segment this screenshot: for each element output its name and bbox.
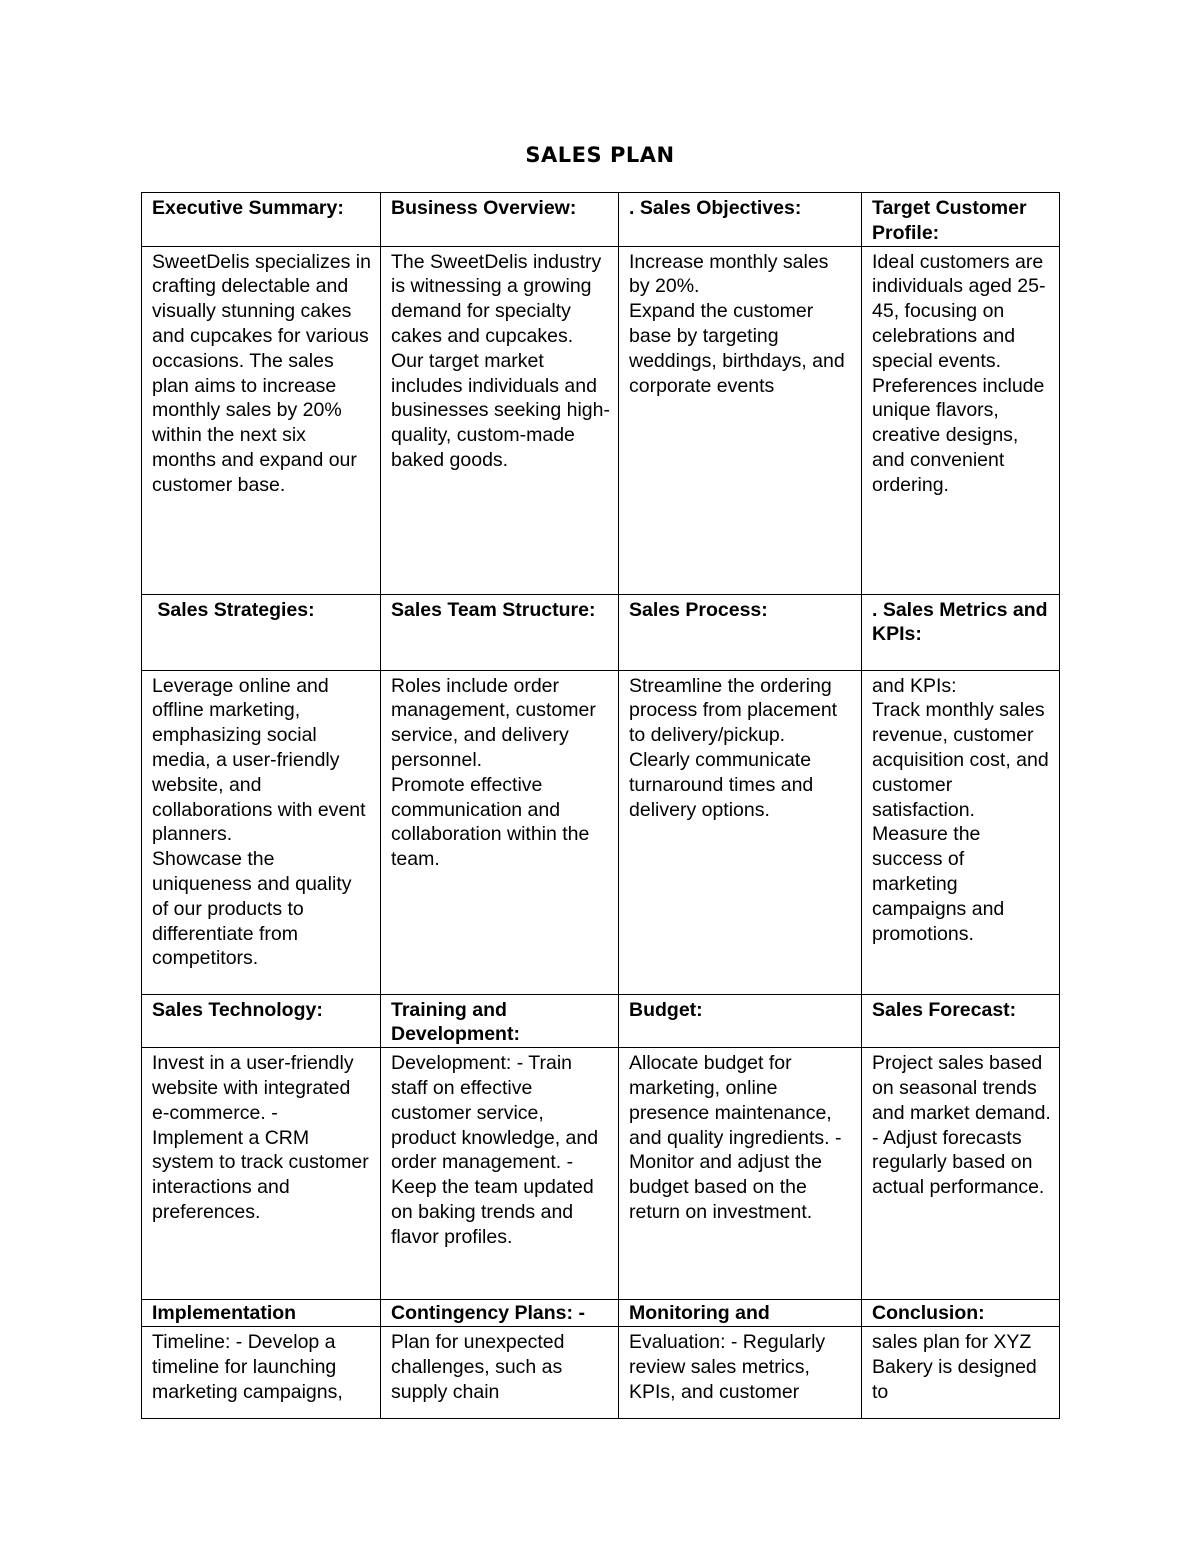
table-row xyxy=(142,1326,1060,1418)
conclusion-text: sales plan for XYZ Bakery is designed to xyxy=(862,1326,1060,1418)
sales-team-heading: Sales Team Structure: xyxy=(381,594,619,670)
sales-metrics-heading: . Sales Metrics and KPIs: xyxy=(862,594,1060,670)
sales-technology-heading: Sales Technology: xyxy=(142,994,381,1048)
business-overview-text: The SweetDelis industry is witnessing a growing demand for specialty cakes and cupcakes. Our target market includes individuals and businesses seeking high-quality, custom-made baked goods. xyxy=(381,246,619,594)
table-row xyxy=(142,994,1060,1048)
table-row xyxy=(142,594,1060,670)
executive-summary-heading: Executive Summary: xyxy=(142,193,381,247)
training-text: Development: - Train staff on effective customer service, product knowledge, and order management. - Keep the team updated on baking trends and flavor profiles. xyxy=(381,1048,619,1300)
table-row xyxy=(142,1300,1060,1327)
sales-forecast-heading: Sales Forecast: xyxy=(862,994,1060,1048)
contingency-text: Plan for unexpected challenges, such as supply chain xyxy=(381,1326,619,1418)
implementation-heading: Implementation xyxy=(142,1300,381,1327)
training-heading: Training and Development: xyxy=(381,994,619,1048)
sales-objectives-text: Increase monthly sales by 20%. Expand the customer base by targeting weddings, birthdays, and corporate events xyxy=(619,246,862,594)
sales-process-heading: Sales Process: xyxy=(619,594,862,670)
monitoring-text: Evaluation: - Regularly review sales metrics, KPIs, and customer xyxy=(619,1326,862,1418)
table-row xyxy=(142,193,1060,247)
executive-summary-text: SweetDelis specializes in crafting delectable and visually stunning cakes and cupcakes for various occasions. The sales plan aims to increase monthly sales by 20% within the next six months and expand our customer base. xyxy=(142,246,381,594)
contingency-heading: Contingency Plans: - xyxy=(381,1300,619,1327)
target-customer-heading: Target Customer Profile: xyxy=(862,193,1060,247)
sales-metrics-text: and KPIs: Track monthly sales revenue, customer acquisition cost, and customer satisfaction. Measure the success of marketing campaigns and promotions. xyxy=(862,670,1060,994)
budget-text: Allocate budget for marketing, online presence maintenance, and quality ingredients. - Monitor and adjust the budget based on the return on investment. xyxy=(619,1048,862,1300)
sales-strategies-text: Leverage online and offline marketing, emphasizing social media, a user-friendly website, and collaborations with event planners. Showcase the uniqueness and quality of our products to differentiate from competitors. xyxy=(142,670,381,994)
page-title: SALES PLAN xyxy=(525,143,675,167)
sales-team-text: Roles include order management, customer service, and delivery personnel. Promote effective communication and collaboration within the team. xyxy=(381,670,619,994)
sales-strategies-heading: Sales Strategies: xyxy=(142,594,381,670)
target-customer-text: Ideal customers are individuals aged 25-45, focusing on celebrations and special events. Preferences include unique flavors, creative designs, and convenient ordering. xyxy=(862,246,1060,594)
implementation-text: Timeline: - Develop a timeline for launching marketing campaigns, xyxy=(142,1326,381,1418)
budget-heading: Budget: xyxy=(619,994,862,1048)
table-row xyxy=(142,1048,1060,1300)
sales-forecast-text: Project sales based on seasonal trends and market demand. - Adjust forecasts regularly based on actual performance. xyxy=(862,1048,1060,1300)
monitoring-heading: Monitoring and xyxy=(619,1300,862,1327)
sales-plan-table xyxy=(141,192,1060,1419)
sales-process-text: Streamline the ordering process from placement to delivery/pickup. Clearly communicate turnaround times and delivery options. xyxy=(619,670,862,994)
table-row xyxy=(142,246,1060,594)
table-row xyxy=(142,670,1060,994)
sales-technology-text: Invest in a user-friendly website with integrated e-commerce. - Implement a CRM system to track customer interactions and preferences. xyxy=(142,1048,381,1300)
business-overview-heading: Business Overview: xyxy=(381,193,619,247)
sales-objectives-heading: . Sales Objectives: xyxy=(619,193,862,247)
conclusion-heading: Conclusion: xyxy=(862,1300,1060,1327)
